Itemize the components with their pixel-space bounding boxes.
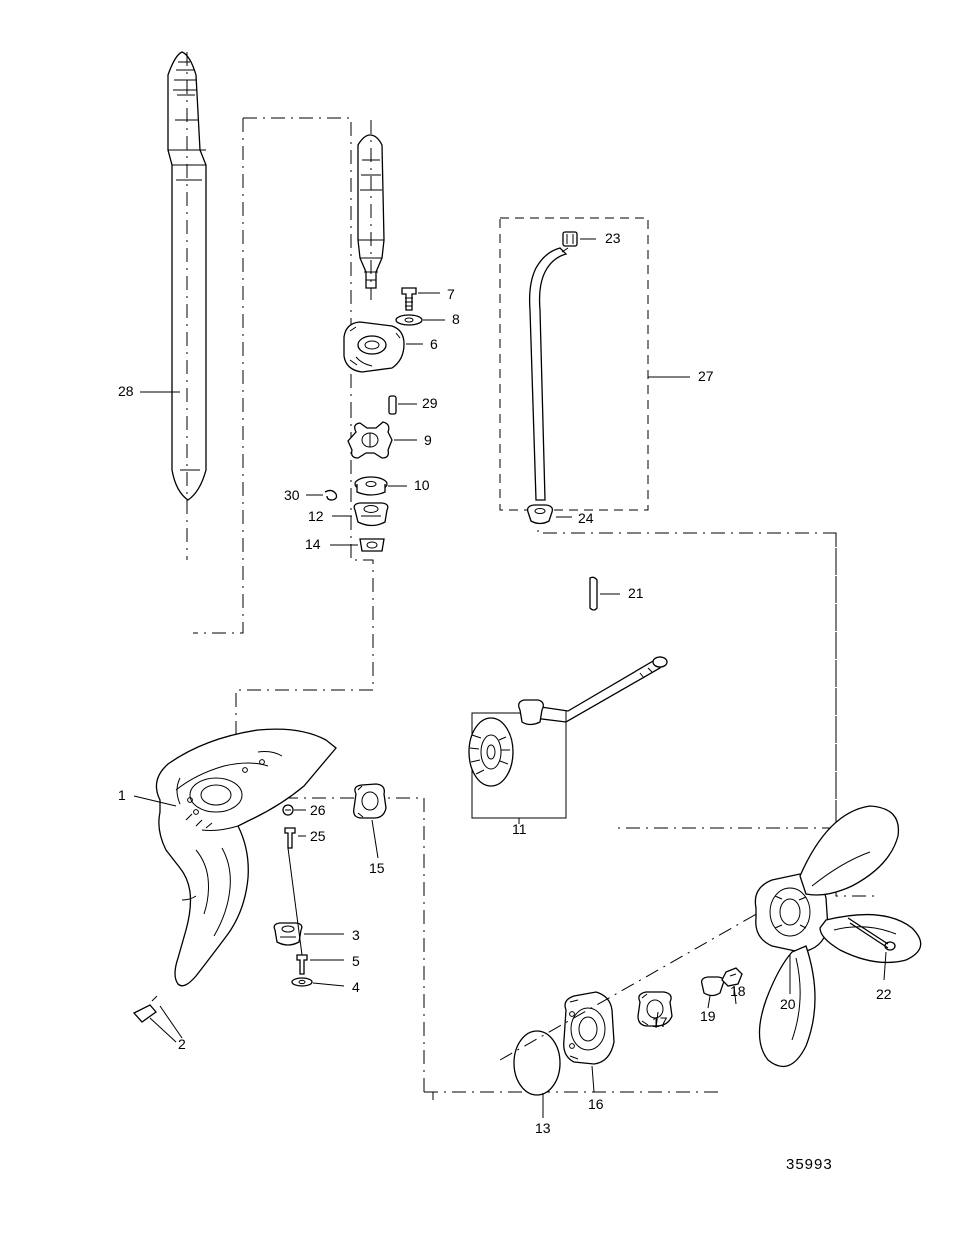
callout-21: 21	[628, 585, 644, 601]
callout-16: 16	[588, 1096, 604, 1112]
group-boundary-11	[538, 510, 836, 828]
driveshaft-28	[168, 52, 206, 560]
callout-24: 24	[578, 510, 594, 526]
part-27-shift-shaft	[530, 248, 568, 500]
leader-19	[708, 996, 710, 1008]
callout-25: 25	[310, 828, 326, 844]
part-25-screw	[285, 828, 295, 848]
callout-22: 22	[876, 986, 892, 1002]
callout-8: 8	[452, 311, 460, 327]
callout-17: 17	[652, 1014, 668, 1030]
leader-4	[313, 983, 344, 986]
part-8-washer	[396, 315, 422, 325]
callout-6: 6	[430, 336, 438, 352]
callout-2: 2	[178, 1036, 186, 1052]
part-13-gasket	[514, 1031, 560, 1095]
leader-15	[372, 820, 378, 858]
callout-15: 15	[369, 860, 385, 876]
part-14-gasket	[360, 539, 384, 551]
part-26-screw	[283, 805, 293, 815]
callout-11: 11	[512, 821, 527, 837]
callout-23: 23	[605, 230, 621, 246]
driveshaft-upper-stub	[358, 120, 384, 300]
callout-5: 5	[352, 953, 360, 969]
part-16-bearing-carrier	[564, 992, 614, 1064]
callout-1: 1	[118, 787, 126, 803]
part-12-seal-carrier	[354, 503, 388, 526]
callout-27: 27	[698, 368, 714, 384]
callout-14: 14	[305, 536, 321, 552]
part-1-gear-housing	[156, 729, 336, 986]
part-9-impeller	[348, 422, 392, 458]
leader-16	[592, 1066, 594, 1092]
part-29-impeller-key	[389, 396, 396, 414]
callout-19: 19	[700, 1008, 716, 1024]
part-7-screw	[402, 288, 416, 310]
part-30-clip	[325, 490, 337, 500]
part-3-plug	[274, 923, 302, 945]
part-20-propeller	[755, 806, 920, 1066]
callout-9: 9	[424, 432, 432, 448]
part-4-washer	[292, 978, 312, 986]
part-11-gear	[469, 718, 513, 786]
part-24-seal	[528, 505, 553, 524]
callout-12: 12	[308, 508, 324, 524]
part-11-propeller-shaft	[519, 657, 667, 725]
part-19-washer	[702, 977, 724, 996]
part-5-screw	[297, 955, 307, 974]
group-boundary-27	[500, 218, 648, 510]
part-10-face-plate	[355, 477, 387, 495]
part-15-bearing	[354, 784, 386, 818]
part-23-bushing	[563, 232, 577, 246]
callout-3: 3	[352, 927, 360, 943]
part-21-pin	[590, 577, 597, 610]
callout-20: 20	[780, 996, 796, 1012]
callout-18: 18	[730, 983, 746, 999]
callout-10: 10	[414, 477, 430, 493]
callout-26: 26	[310, 802, 326, 818]
callout-29: 29	[422, 395, 438, 411]
callout-28: 28	[118, 383, 134, 399]
callout-4: 4	[352, 979, 360, 995]
callout-7: 7	[447, 286, 455, 302]
part-2-anode	[134, 996, 157, 1022]
callout-13: 13	[535, 1120, 551, 1136]
callout-30: 30	[284, 487, 300, 503]
drawing-number: 35993	[786, 1156, 833, 1173]
part-6-water-pump-body	[344, 322, 404, 372]
